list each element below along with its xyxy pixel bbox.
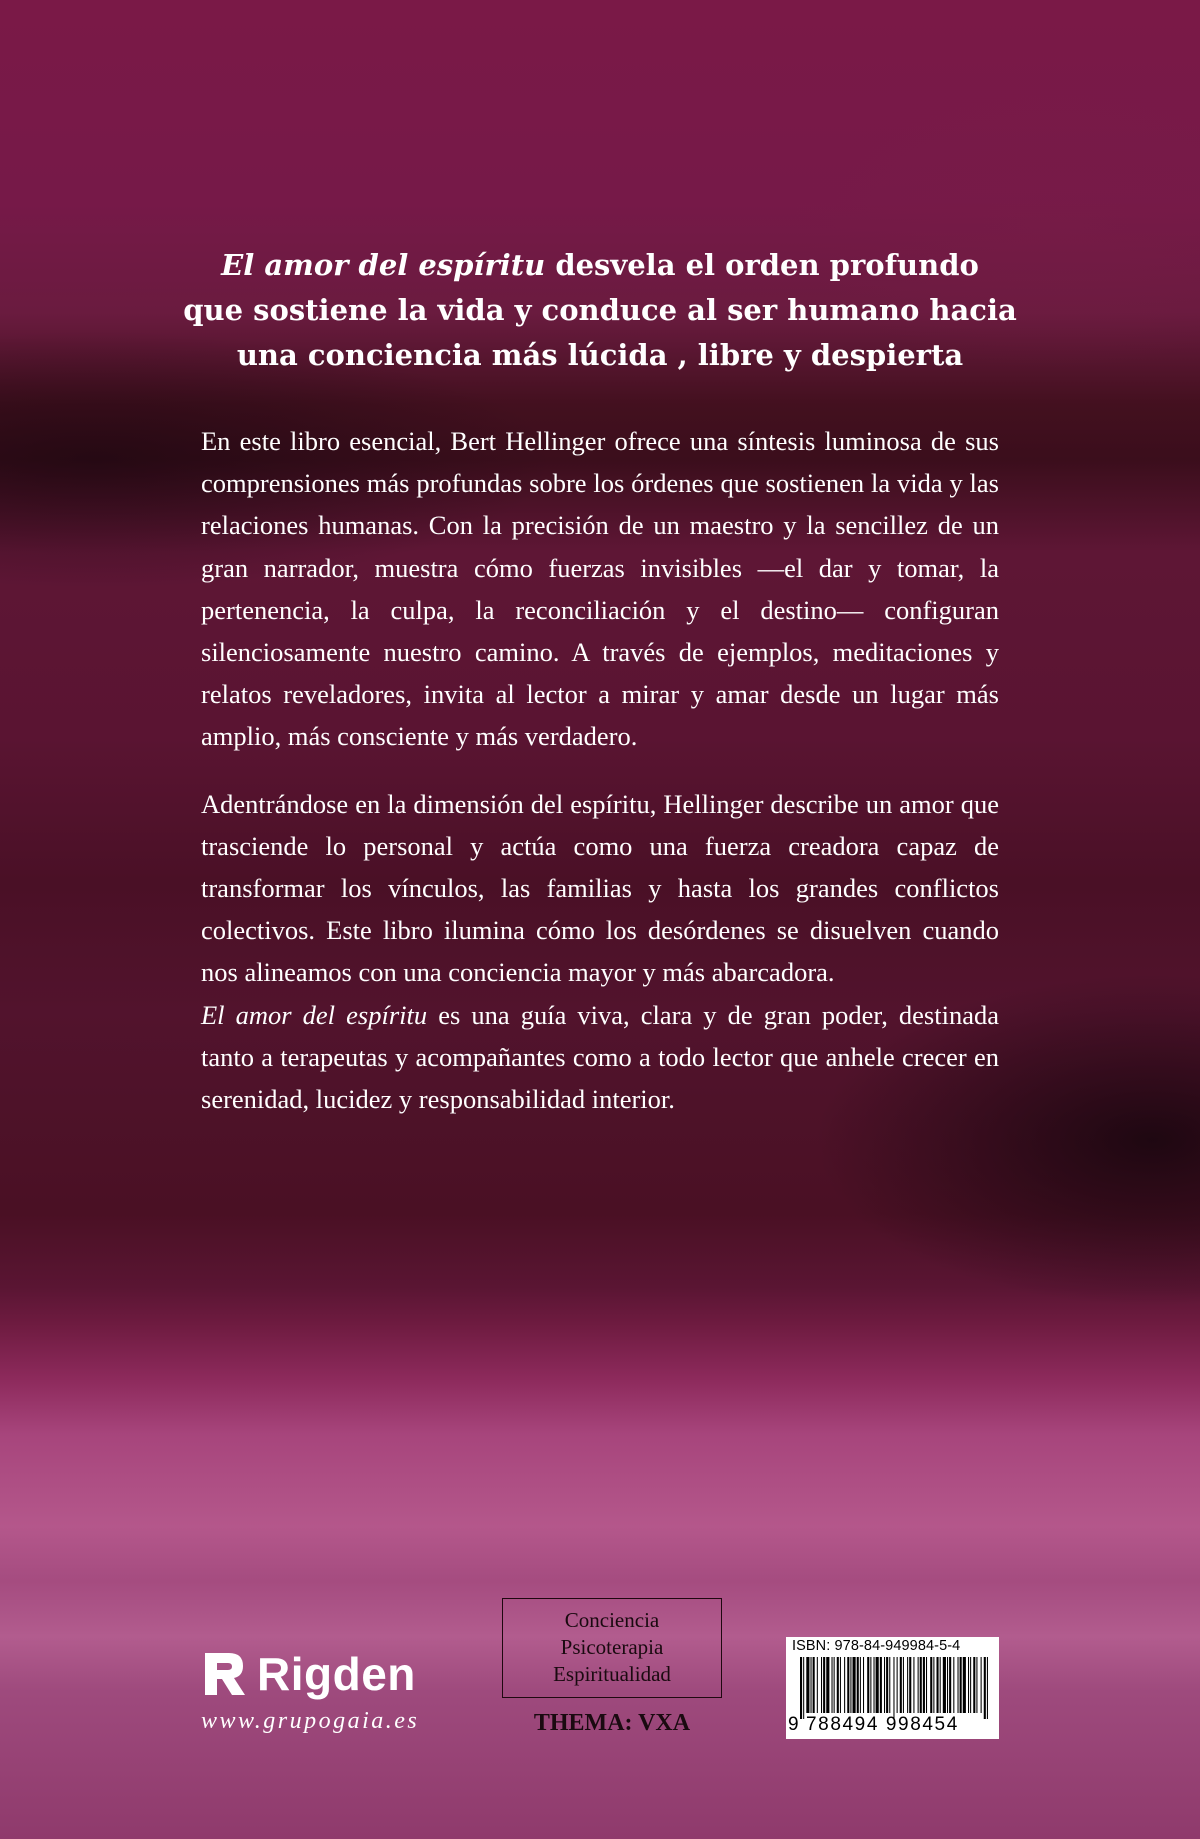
barcode-bar (840, 1657, 841, 1713)
barcode-bar (811, 1657, 812, 1713)
isbn-barcode (786, 1637, 999, 1739)
back-cover-tagline (150, 243, 1050, 378)
barcode-bar (947, 1657, 948, 1713)
barcode-bar (909, 1657, 911, 1713)
barcode-bar (949, 1657, 951, 1713)
barcode-bar (933, 1657, 934, 1713)
publisher-name: Rigden (257, 1648, 416, 1700)
barcode-bar (981, 1657, 982, 1713)
barcode-bar (800, 1657, 802, 1719)
barcode-bar (860, 1657, 861, 1713)
tagline-line-1: desvela el orden profundo (545, 248, 979, 282)
barcode-bar (837, 1657, 839, 1713)
barcode-bar (960, 1657, 962, 1713)
barcode-bar (817, 1657, 818, 1713)
barcode-bar (857, 1657, 859, 1713)
tagline-line-2: que sostiene la vida y conduce al ser humano hacia (183, 293, 1017, 327)
barcode-bar (970, 1657, 971, 1713)
barcode-bar (987, 1657, 988, 1719)
synopsis-book-title: El amor del espíritu (201, 999, 428, 1030)
barcode-bar (803, 1657, 804, 1719)
barcode-bar (847, 1657, 849, 1713)
barcode-bar (903, 1657, 904, 1713)
synopsis-paragraph-1: En este libro esencial, Bert Hellinger ofrece una síntesis luminosa de sus comprensiones más profundas sobre los órdenes que sostienen la vida y las relaciones humanas. Con la precisión de un maestro y la sencillez de un gran narrador, muestra cómo fuerzas invisibles —el dar y tomar, la pertenencia, la culpa, la reconciliación y el destino— configuran silenciosamente nuestro camino. A través de ejemplos, meditaciones y relatos reveladores, invita al lector a mirar y amar desde un lugar más amplio, más consciente y más verdadero. (201, 426, 999, 752)
synopsis-paragraph-2 (201, 783, 999, 1121)
barcode-bar (958, 1657, 959, 1713)
barcode-bar (823, 1657, 825, 1713)
barcode-bar (863, 1657, 864, 1713)
barcode-bar (913, 1657, 914, 1713)
barcode-bar (834, 1657, 835, 1713)
barcode-bar (876, 1657, 879, 1713)
barcode-bar (926, 1657, 927, 1713)
barcode-bars (800, 1657, 990, 1719)
barcode-digits: 788494 998454 (806, 1714, 959, 1735)
publisher-logo (201, 1648, 441, 1700)
barcode-bar (923, 1657, 925, 1713)
barcode-bar (867, 1657, 869, 1713)
barcode-bar (897, 1657, 898, 1713)
barcode-bar (968, 1657, 969, 1713)
barcode-bar (844, 1657, 845, 1713)
rigden-r-icon (201, 1649, 249, 1699)
category-item: Conciencia (564, 1608, 660, 1632)
barcode-bar (976, 1657, 977, 1713)
barcode-bar (893, 1657, 894, 1719)
category-item: Espiritualidad (553, 1662, 671, 1686)
barcode-bar (984, 1657, 986, 1719)
barcode-bar (963, 1657, 966, 1713)
barcode-bar (850, 1657, 851, 1713)
isbn-label: ISBN: 978-84-949984-5-4 (792, 1638, 961, 1654)
barcode-bar (806, 1657, 809, 1713)
barcode-bar (940, 1657, 941, 1713)
barcode-bar (953, 1657, 954, 1713)
barcode-first-digit: 9 (788, 1714, 799, 1735)
barcode-bar (889, 1657, 890, 1713)
category-item: Psicoterapia (560, 1635, 664, 1659)
synopsis-paragraph-2-text: Adentrándose en la dimensión del espíritu, Hellinger describe un amor que trasciende lo personal y actúa como una fuerza creadora capaz de transformar los vínculos, las familias y hasta los grandes conflictos colectivos. Este libro ilumina cómo los desórdenes se disuelven cuando nos alineamos con una conciencia mayor y más abarcadora. (201, 788, 999, 988)
thema-code: THEMA: VXA (533, 1710, 691, 1736)
barcode-bar (937, 1657, 939, 1713)
barcode-bar (813, 1657, 815, 1713)
barcode-bar (918, 1657, 919, 1713)
barcode-bar (884, 1657, 885, 1713)
barcode-bar (870, 1657, 871, 1713)
barcode-bar (874, 1657, 875, 1713)
barcode-bar (900, 1657, 902, 1713)
barcode-bar (832, 1657, 833, 1713)
synopsis (201, 420, 999, 1145)
barcode-bar (880, 1657, 882, 1713)
publisher-website: www.grupogaia.es (201, 1708, 420, 1734)
barcode-bar (853, 1657, 856, 1713)
barcode-bar (821, 1657, 822, 1713)
category-box (502, 1598, 722, 1698)
tagline-book-title: El amor del espíritu (221, 248, 546, 282)
barcode-bar (943, 1657, 946, 1713)
barcode-bar (973, 1657, 975, 1713)
synopsis-paragraph-2-end: es una guía viva, clara y de gran poder, destinada tanto a terapeutas y acompañantes como a todo lector que anhele crecer en serenidad, lucidez y responsabilidad interior. (201, 999, 999, 1115)
barcode-bar (920, 1657, 922, 1713)
barcode-bar (907, 1657, 908, 1713)
barcode-bar (886, 1657, 888, 1713)
tagline-line-3: una conciencia más lúcida , libre y despierta (236, 338, 964, 372)
barcode-bar (930, 1657, 932, 1713)
barcode-bar (826, 1657, 829, 1713)
